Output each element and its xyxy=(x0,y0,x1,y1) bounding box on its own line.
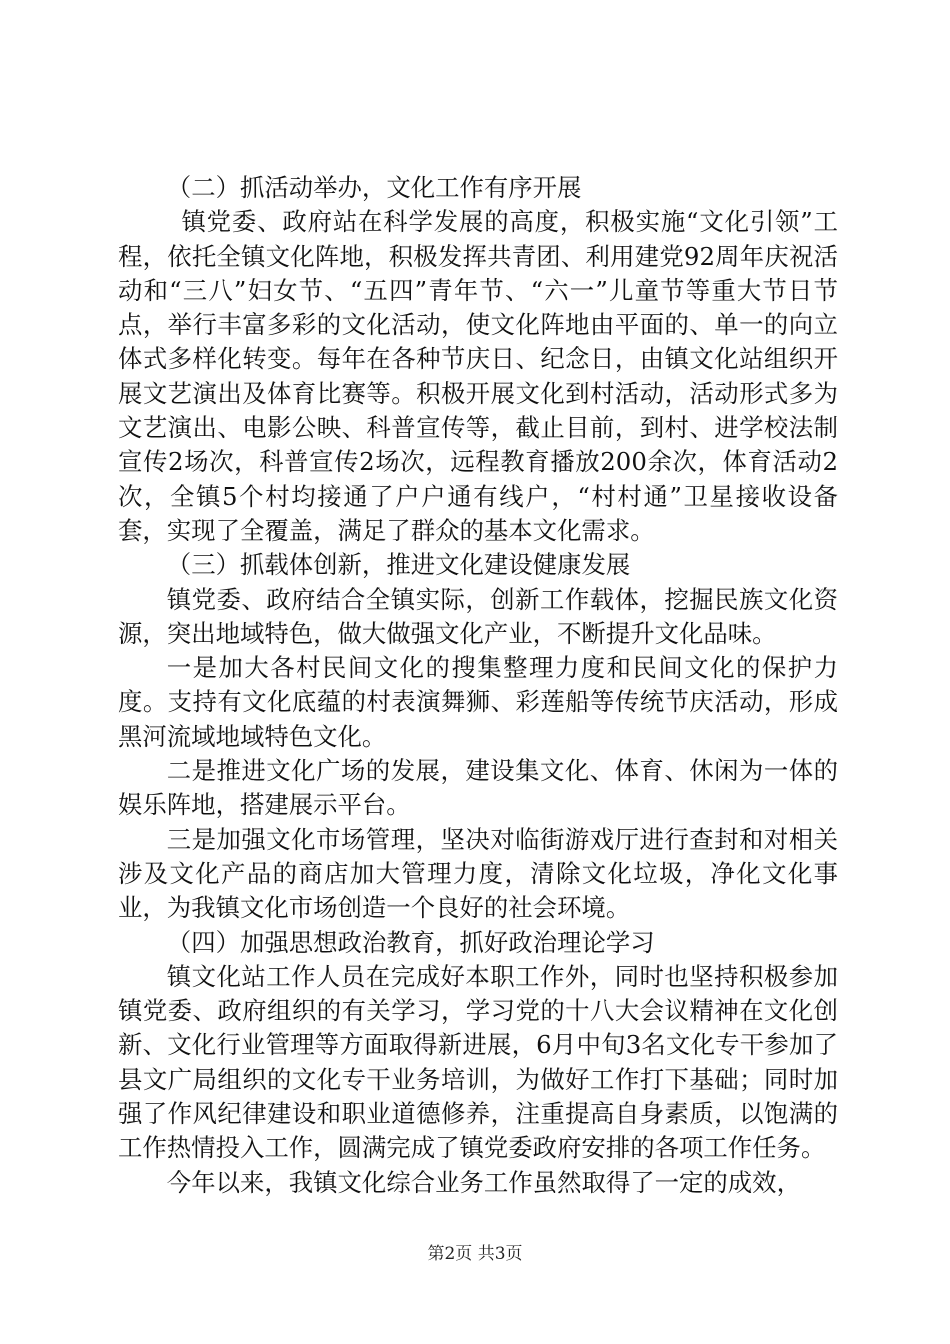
paragraph-political-study: 镇文化站工作人员在完成好本职工作外，同时也坚持积极参加镇党委、政府组织的有关学习，学习党的十八大会议精神在文化创新、文化行业管理等方面取得新进展，6月中旬3名文化专干参加了县文广局组织的文化专干业务培训，为做好工作打下基础；同时加强了作风纪律建设和职业道德修养，注重提高自身素质，以饱满的工作热情投入工作，圆满完成了镇党委政府安排的各项工作任务。 xyxy=(118,961,838,1163)
paragraph-item-one: 一是加大各村民间文化的搜集整理力度和民间文化的保护力度。支持有文化底蕴的村表演舞狮、彩莲船等传统节庆活动，形成黑河流域地域特色文化。 xyxy=(118,653,838,751)
paragraph-item-two: 二是推进文化广场的发展，建设集文化、体育、休闲为一体的娱乐阵地，搭建展示平台。 xyxy=(118,756,838,820)
document-body xyxy=(118,171,838,1200)
paragraph-item-three: 三是加强文化市场管理，坚决对临街游戏厅进行查封和对相关涉及文化产品的商店加大管理力度，清除文化垃圾，净化文化事业，为我镇文化市场创造一个良好的社会环境。 xyxy=(118,824,838,923)
page-footer: 第2页 共3页 xyxy=(427,1244,523,1264)
section-heading-2: （二）抓活动举办，文化工作有序开展 xyxy=(166,173,582,202)
section-heading-3: （三）抓载体创新，推进文化建设健康发展 xyxy=(166,550,631,580)
paragraph-activities: 镇党委、政府站在科学发展的高度，积极实施“文化引领”工程，依托全镇文化阵地，积极发挥共青团、利用建党92周年庆祝活动和“三八”妇女节、“五四”青年节、“六一”儿童节等重大节日节点，举行丰富多彩的文化活动，使文化阵地由平面的、单一的向立体式多样化转变。每年在各种节庆日、纪念日，由镇文化站组织开展文艺演出及体育比赛等。积极开展文化到村活动，活动形式多为文艺演出、电影公映、科普宣传等，截止目前，到村、进学校法制宣传2场次，科普宣传2场次，远程教育播放200余次，体育活动2次，全镇5个村均接通了户户通有线户，“村村通”卫星接收设备套，实现了全覆盖，满足了群众的基本文化需求。 xyxy=(118,207,838,545)
paragraph-carrier-innovation: 镇党委、政府结合全镇实际，创新工作载体，挖掘民族文化资源，突出地域特色，做大做强文化产业，不断提升文化品味。 xyxy=(118,584,838,648)
paragraph-summary-start: 今年以来，我镇文化综合业务工作虽然取得了一定的成效， xyxy=(166,1167,801,1197)
section-heading-4: （四）加强思想政治教育，抓好政治理论学习 xyxy=(166,927,655,957)
